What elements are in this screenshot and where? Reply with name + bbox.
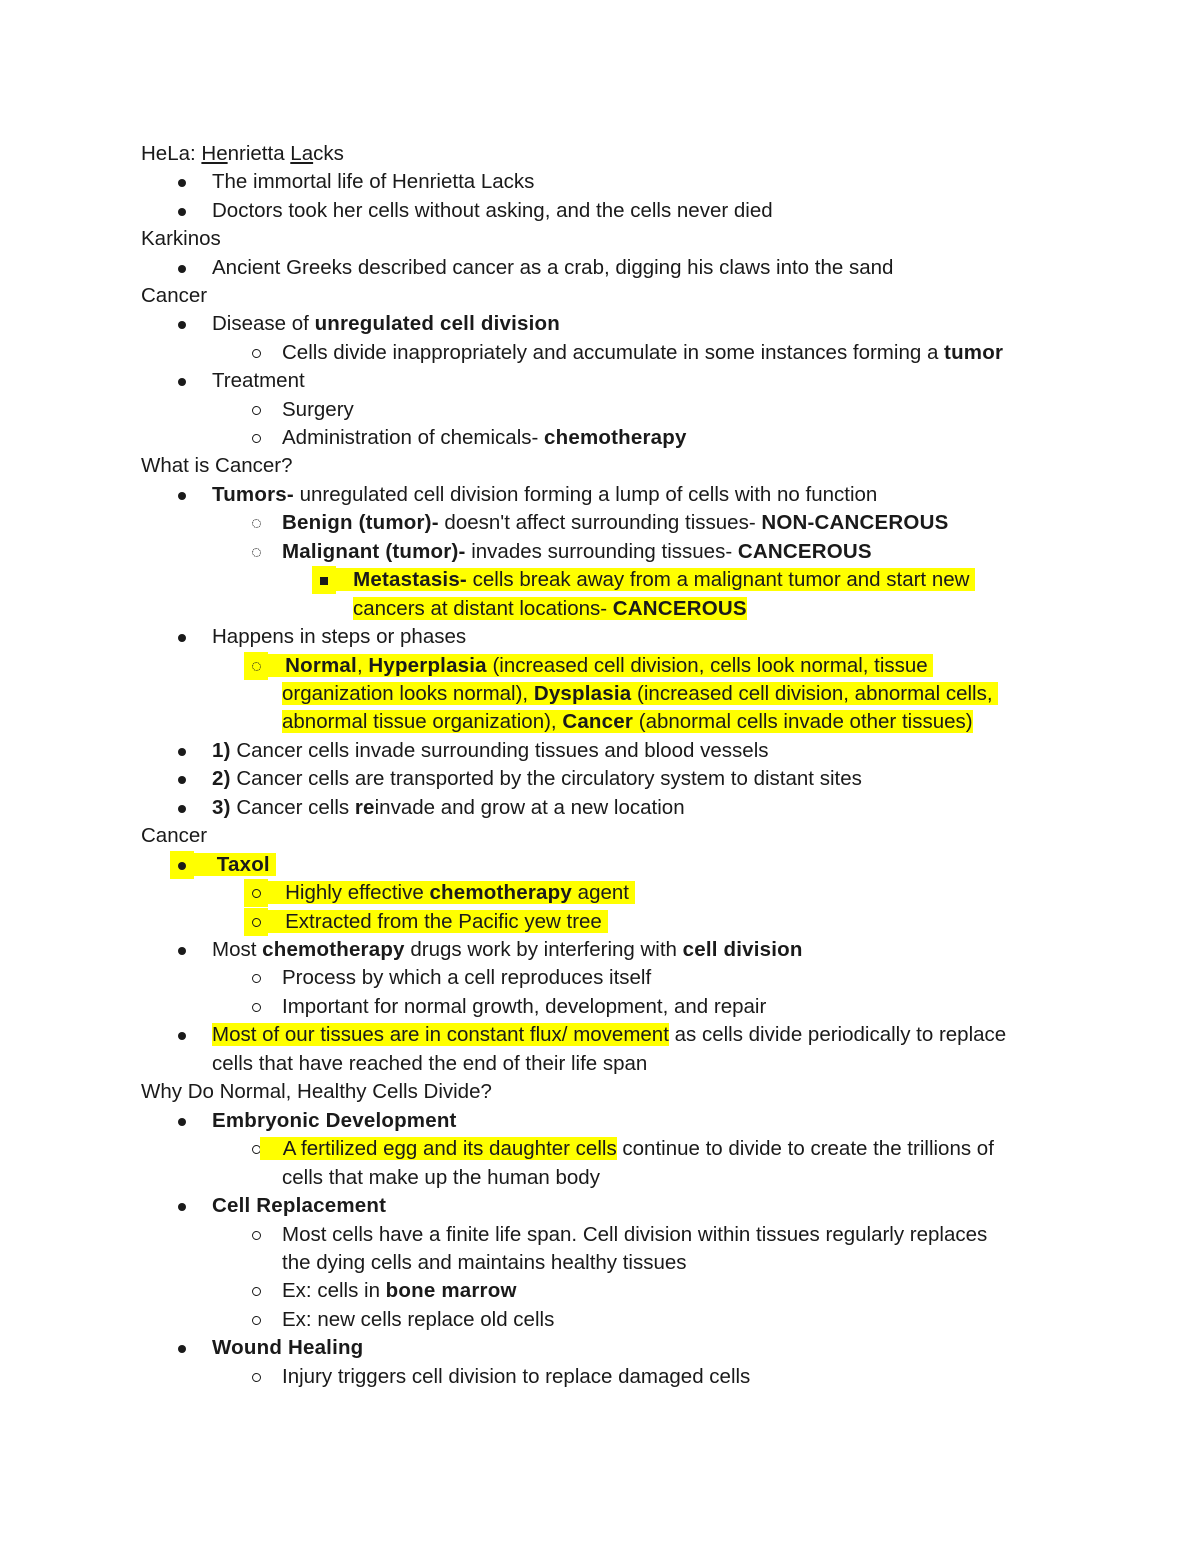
list-item: Important for normal growth, development, and repair [282,995,767,1018]
list-item: Ex: new cells replace old cells [282,1308,555,1331]
bullet-icon [170,1021,194,1049]
bullet-icon [170,794,194,822]
sub-bullet-icon [244,424,268,452]
list-item: Highly effective chemotherapy agent [268,879,635,907]
sub-bullet-icon [244,1363,268,1391]
list-item: Cells divide inappropriately and accumulate in some instances forming a tumor [282,341,1004,364]
sub-bullet-icon [244,509,268,537]
list-item-continuation: cells that make up the human body [282,1166,600,1189]
bullet-icon [170,737,194,765]
bullet-icon [170,851,194,879]
list-item-continuation: the dying cells and maintains healthy tissues [282,1251,687,1274]
heading-cancer: Cancer [141,284,208,307]
sub-bullet-icon [244,964,268,992]
list-item: Malignant (tumor)- invades surrounding tissues- CANCEROUS [282,540,872,563]
list-item-continuation: organization looks normal), Dysplasia (increased cell division, abnormal cells, [282,680,998,708]
list-item: Embryonic Development [212,1109,457,1132]
list-item: Ancient Greeks described cancer as a crab, digging his claws into the sand [212,256,894,279]
sub-bullet-icon [244,339,268,367]
list-item: Ex: cells in bone marrow [282,1279,517,1302]
list-item: Administration of chemicals- chemotherapy [282,426,687,449]
sub-bullet-icon [244,908,268,936]
list-item: Surgery [282,398,354,421]
list-item: Process by which a cell reproduces itself [282,966,652,989]
sub-bullet-icon [244,538,268,566]
square-bullet-icon [312,566,336,594]
heading-hela: HeLa: Henrietta Lacks [141,142,344,165]
list-item-continuation: abnormal tissue organization), Cancer (abnormal cells invade other tissues) [282,710,973,733]
list-item: Normal, Hyperplasia (increased cell division, cells look normal, tissue [268,652,933,680]
list-item: 1) Cancer cells invade surrounding tissues and blood vessels [212,739,769,762]
list-item: Disease of unregulated cell division [212,312,560,335]
heading-cancer: Cancer [141,824,208,847]
sub-bullet-icon [244,1221,268,1249]
list-item: The immortal life of Henrietta Lacks [212,170,535,193]
list-item-continuation: cancers at distant locations- CANCEROUS [353,597,747,620]
sub-bullet-icon [244,1306,268,1334]
list-item: Treatment [212,369,305,392]
heading-karkinos: Karkinos [141,227,221,250]
bullet-icon [170,1192,194,1220]
list-item: 2) Cancer cells are transported by the circulatory system to distant sites [212,767,862,790]
list-item: Benign (tumor)- doesn't affect surrounding tissues- NON-CANCEROUS [282,511,949,534]
list-item: Wound Healing [212,1336,364,1359]
bullet-icon [170,254,194,282]
list-item-continuation: cells that have reached the end of their life span [212,1052,648,1075]
bullet-icon [170,367,194,395]
bullet-icon [170,197,194,225]
list-item: Doctors took her cells without asking, and the cells never died [212,199,773,222]
list-item: 3) Cancer cells reinvade and grow at a new location [212,796,685,819]
sub-bullet-icon [244,993,268,1021]
bullet-icon [170,310,194,338]
sub-bullet-icon [244,1277,268,1305]
heading-why-cells-divide: Why Do Normal, Healthy Cells Divide? [141,1080,492,1103]
list-item: Metastasis- cells break away from a malignant tumor and start new [336,566,975,594]
bullet-icon [170,168,194,196]
list-item: Taxol [194,851,276,879]
list-item: Extracted from the Pacific yew tree [268,908,608,936]
sub-bullet-icon [244,396,268,424]
list-item: Cell Replacement [212,1194,387,1217]
bullet-icon [170,481,194,509]
list-item: Most cells have a finite life span. Cell division within tissues regularly replaces [282,1223,988,1246]
sub-bullet-icon [244,652,268,680]
list-item: Happens in steps or phases [212,625,467,648]
bullet-icon [170,1334,194,1362]
bullet-icon [170,765,194,793]
list-item: Tumors- unregulated cell division forming a lump of cells with no function [212,483,878,506]
list-item: Injury triggers cell division to replace damaged cells [282,1365,751,1388]
bullet-icon [170,623,194,651]
list-item: A fertilized egg and its daughter cells continue to divide to create the trillions of [260,1135,994,1163]
heading-what-is-cancer: What is Cancer? [141,454,293,477]
bullet-icon [170,1107,194,1135]
list-item: Most chemotherapy drugs work by interfering with cell division [212,938,803,961]
sub-bullet-icon [244,879,268,907]
list-item: Most of our tissues are in constant flux/ movement as cells divide periodically to replace [212,1023,1007,1046]
bullet-icon [170,936,194,964]
